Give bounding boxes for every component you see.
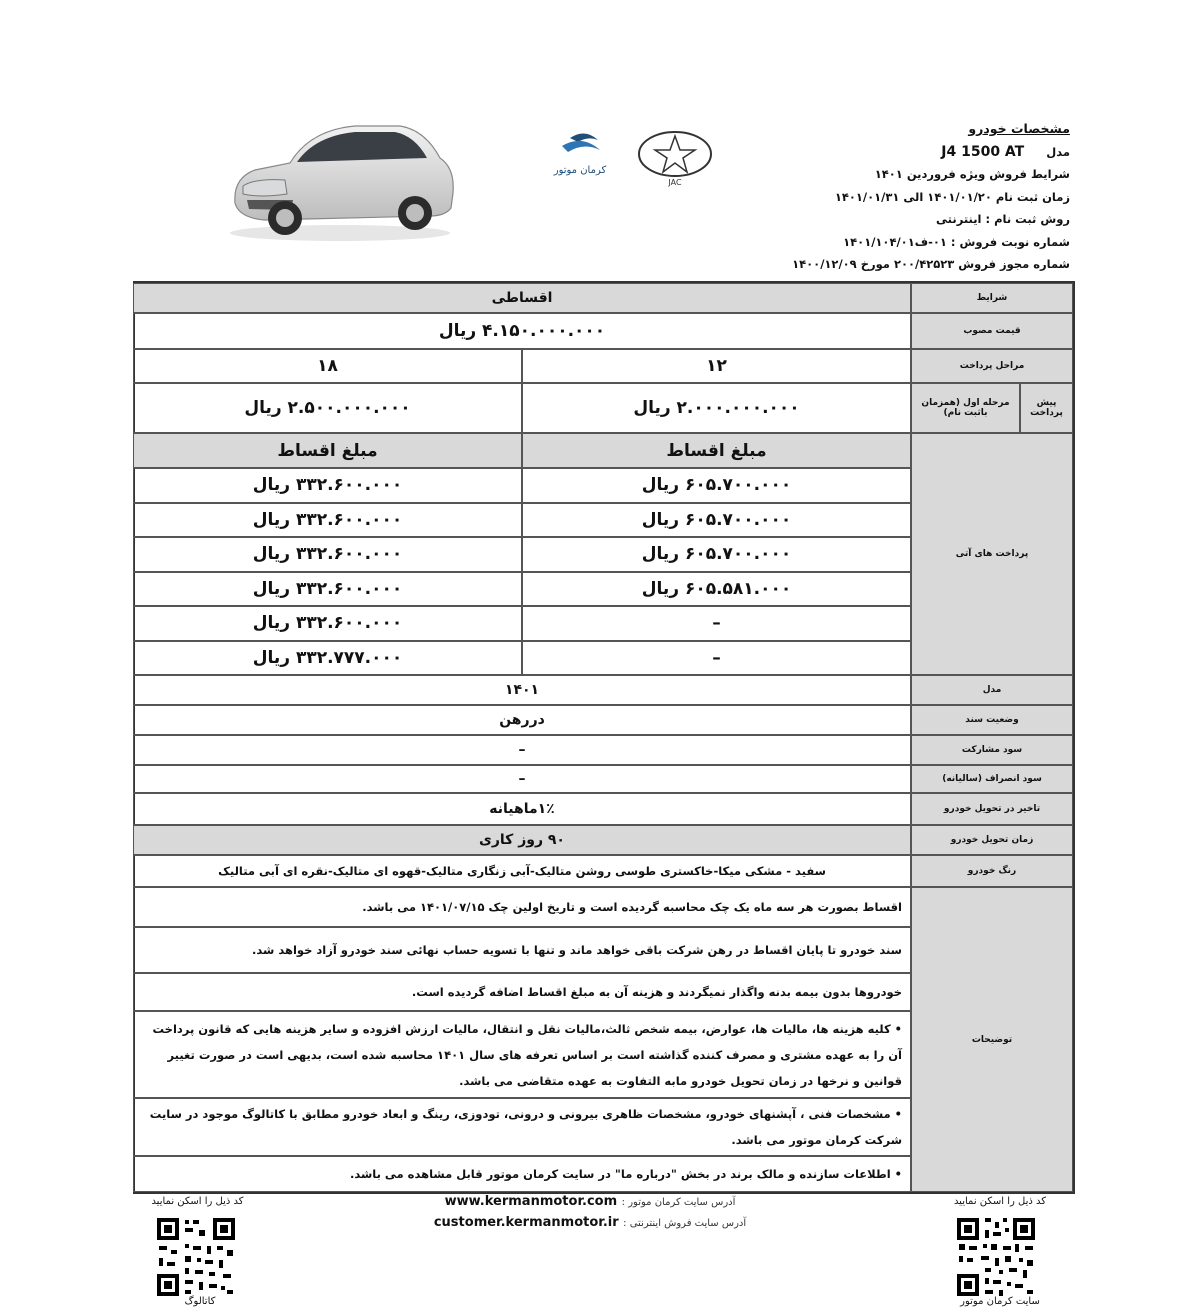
spec-title: مشخصات خودرو <box>968 121 1070 136</box>
label-document-status: وضعیت سند <box>911 705 1073 735</box>
kerman-logo-text: کرمان موتور <box>553 165 607 176</box>
registration-time: زمان ثبت نام ۱۴۰۱/۰۱/۲۰ الی ۱۴۰۱/۰۱/۳۱ <box>834 189 1070 204</box>
right-qr-caption-bottom: سایت کرمان موتور <box>960 1296 1040 1307</box>
online-line <box>400 1213 780 1234</box>
site-qr-icon[interactable] <box>955 1216 1037 1298</box>
sale-conditions-table <box>133 281 1075 1194</box>
delivery-delay-value: ۱٪ماهیانه <box>133 793 911 825</box>
installment-col1: ۶۰۵.۷۰۰.۰۰۰ ریال <box>522 537 911 572</box>
registration-method: روش ثبت نام : اینترنتی <box>936 212 1070 226</box>
cancellation-profit-value: – <box>133 765 911 793</box>
installment-col1: – <box>522 641 911 676</box>
note-item: • مشخصات فنی ، آپشنهای خودرو، مشخصات ظاهری بیرونی و درونی، تودوزی، رینگ و ابعاد خودرو مطابق با کاتالوگ موجود در سایت شرکت کرمان موتور می باشد. <box>133 1098 911 1156</box>
catalog-qr-icon[interactable] <box>155 1216 237 1298</box>
label-cancellation-profit: سود انصراف (سالیانه) <box>911 765 1073 793</box>
label-approved-price: قیمت مصوب <box>911 313 1073 349</box>
car-color-value: سفید - مشکی میکا-خاکستری طوسی روشن متالیک-آبی زنگاری متالیک-قهوه ای متالیک-نقره ای آبی متالیک <box>133 855 911 887</box>
label-prepayment: پیش پرداخت <box>1020 383 1073 433</box>
installment-col2: ۳۳۲.۶۰۰.۰۰۰ ریال <box>133 606 522 641</box>
installment-col2: ۳۳۲.۶۰۰.۰۰۰ ریال <box>133 503 522 538</box>
left-qr-caption-bottom: کاتالوگ <box>184 1296 216 1307</box>
installments-header-col1: مبلغ اقساط <box>522 433 911 468</box>
installment-col2: ۳۳۲.۶۰۰.۰۰۰ ریال <box>133 572 522 607</box>
note-item: • کلیه هزینه ها، مالیات ها، عوارض، بیمه شخص ثالث،مالیات نقل و انتقال، مالیات ارزش افزوده و سایر هزینه هایی که قانون پرداخت آن را به عهده مشتری و مصرف کننده گذاشته است بر اساس تعرفه های سال ۱۴۰۱ محاسبه شده است، بدیهی است در صورت تغییر قوانین و نرخها در زمان تحویل خودرو مابه التفاوت به عهده متقاضی می باشد. <box>133 1011 911 1098</box>
label-future-payments: پرداخت های آتی <box>911 433 1073 675</box>
label-first-stage: مرحله اول (همزمان باثبت نام) <box>911 383 1020 433</box>
delivery-time-value: ۹۰ روز کاری <box>133 825 911 855</box>
condition-value: اقساطی <box>133 283 911 313</box>
document-status-value: دررهن <box>133 705 911 735</box>
label-payment-stages: مراحل پرداخت <box>911 349 1073 383</box>
prepayment-col1: ۲.۰۰۰.۰۰۰.۰۰۰ ریال <box>522 383 911 433</box>
license-number: شماره مجوز فروش ۲۰۰/۴۲۵۲۳ مورخ ۱۴۰۰/۱۲/۰۹ <box>792 257 1070 271</box>
installments-header-col2: مبلغ اقساط <box>133 433 522 468</box>
model-value: J4 1500 AT <box>941 143 1025 160</box>
model-year-value: ۱۴۰۱ <box>133 675 911 705</box>
installment-col2: ۳۳۲.۶۰۰.۰۰۰ ریال <box>133 537 522 572</box>
note-item: اقساط بصورت هر سه ماه یک چک محاسبه گردیده است و تاریخ اولین چک ۱۴۰۱/۰۷/۱۵ می باشد. <box>133 887 911 927</box>
site-url-link[interactable]: www.kermanmotor.com <box>444 1194 618 1209</box>
online-label: آدرس سایت فروش اینترنتی : <box>623 1218 747 1229</box>
label-partnership-profit: سود مشارکت <box>911 735 1073 765</box>
installment-col2: ۳۳۲.۶۰۰.۰۰۰ ریال <box>133 468 522 503</box>
label-descriptions: توضیحات <box>911 887 1073 1192</box>
installment-col1: ۶۰۵.۵۸۱.۰۰۰ ریال <box>522 572 911 607</box>
sale-conditions: شرایط فروش ویژه فروردین ۱۴۰۱ <box>874 167 1070 181</box>
label-delivery-time: زمان تحویل خودرو <box>911 825 1073 855</box>
note-item: خودروها بدون بیمه بدنه واگذار نمیگردند و هزینه آن به مبلغ اقساط اضافه گردیده است. <box>133 973 911 1011</box>
prepayment-col2: ۲.۵۰۰.۰۰۰.۰۰۰ ریال <box>133 383 522 433</box>
car-image <box>215 108 465 248</box>
label-conditions: شرایط <box>911 283 1073 313</box>
installment-col1: ۶۰۵.۷۰۰.۰۰۰ ریال <box>522 468 911 503</box>
installment-col2: ۳۳۲.۷۷۷.۰۰۰ ریال <box>133 641 522 676</box>
stages-col2: ۱۸ <box>133 349 522 383</box>
installment-col1: ۶۰۵.۷۰۰.۰۰۰ ریال <box>522 503 911 538</box>
sale-number: شماره نوبت فروش : ۰۱-ف۱۴۰۱/۱۰۴/۰۱ <box>843 234 1070 249</box>
right-qr-caption-top: کد ذیل را اسکن نمایید <box>953 1196 1047 1207</box>
site-line <box>400 1192 780 1213</box>
label-car-color: رنگ خودرو <box>911 855 1073 887</box>
note-item: سند خودرو تا پایان اقساط در رهن شرکت باقی خواهد ماند و تنها با تسویه حساب نهائی سند خودرو آزاد خواهد شد. <box>133 927 911 973</box>
footer-urls <box>400 1192 780 1234</box>
approved-price-value: ۴.۱۵۰.۰۰۰.۰۰۰ ریال <box>133 313 911 349</box>
model-label: مدل <box>1046 144 1070 159</box>
note-item: • اطلاعات سازنده و مالک برند در بخش "درباره ما" در سایت کرمان موتور قابل مشاهده می باشد. <box>133 1156 911 1192</box>
label-delivery-delay: تاخیر در تحویل خودرو <box>911 793 1073 825</box>
online-url-link[interactable]: customer.kermanmotor.ir <box>433 1215 619 1230</box>
brand-logos <box>540 128 730 188</box>
model-line <box>710 141 1070 164</box>
partnership-profit-value: – <box>133 735 911 765</box>
left-qr-caption-top: کد ذیل را اسکن نمایید <box>151 1196 244 1207</box>
site-label: آدرس سایت کرمان موتور : <box>621 1197 736 1208</box>
stages-col1: ۱۲ <box>522 349 911 383</box>
installment-col1: – <box>522 606 911 641</box>
vehicle-spec-header <box>710 118 1070 276</box>
label-model: مدل <box>911 675 1073 705</box>
jac-logo-text: JAC <box>668 178 682 187</box>
logos-icon <box>540 128 730 188</box>
